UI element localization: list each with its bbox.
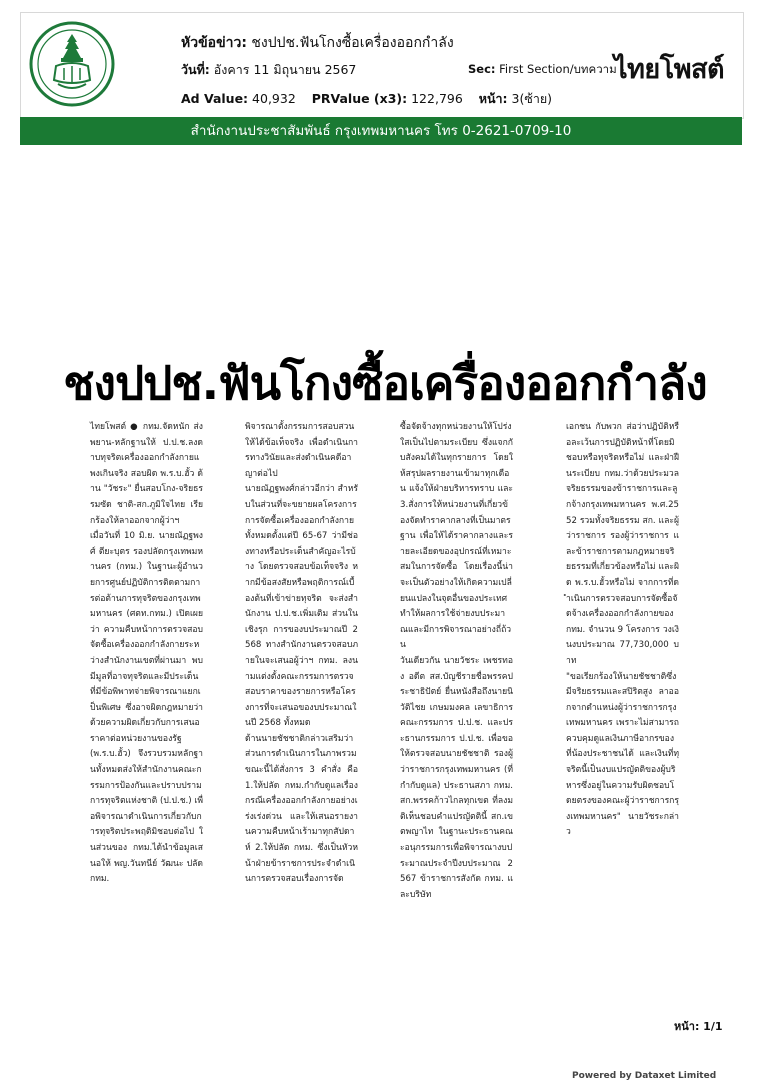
ad-value-label: Ad Value: bbox=[181, 91, 249, 106]
values-row bbox=[181, 89, 552, 109]
ad-value: 40,932 bbox=[252, 91, 296, 106]
pr-value-label: PRValue (x3): bbox=[311, 91, 408, 106]
article-column-1: ไทยโพสต์ ● กทม.จัดหนัก ส่งพยาน-หลักฐานให้ ป.ป.ช.ลงดาบทุจริตเครื่องออกกำลังกายแพงเกินจริง สอบผิด พ.ร.บ.ฮั้ว ด้าน "วัชระ" ยื่นสอบโกง-จริยธรรมซัด ชาติ-สก.ภูมิใจไทย เรียกร้องให้ลาออกจากผู้ว่าฯ เมื่อวันที่ 10 มิ.ย. นายณัฏฐพงศ์ ตียะบุตร รองปลัดกรุงเทพมหานคร (กทม.) ในฐานะผู้อำนวยการศูนย์ปฏิบัติการติดตามการต่อต้านการทุจริตของกรุงเทพมหานคร (ศตท.กทม.) เปิดเผยว่า ความคืบหน้าการตรวจสอบจัดซื้อเครื่องออกกำลังกายระหว่างสำนักงานเขตที่ผ่านมา พบมีมูลที่อาจทุจริตและมีประเด็นที่มีข้อพิพาทจ่ายพิจารณาแยกเป็นพิเศษ ซึ่งอาจผิดกฎหมายว่าด้วยความผิดเกี่ยวกับการเสนอราคาต่อหน่วยงานของรัฐ (พ.ร.บ.ฮั้ว) จึงรวบรวมหลักฐานทั้งหมดส่งให้สำนักงานคณะกรรมการป้องกันและปราบปรามการทุจริตแห่งชาติ (ป.ป.ช.) เพื่อพิจารณาดำเนินการเกี่ยวกับการทุจริตประพฤติมิชอบต่อไป ในส่วนของ กทม.ได้นำข้อมูลเสนอให้ พญ.วันทนีย์ วัฒนะ ปลัด กทม. bbox=[90, 422, 203, 885]
article-column-3: ซื้อจัดจ้างทุกหน่วยงานให้โปร่งใสเป็นไปตามระเบียบ ซึ่งแจกกับสังคมได้ในทุกรายการ โดยให้สรุปผลรายงานเข้ามาทุกเดือน แจ้งให้ฝ่ายบริหารทราบ และ 3.สั่งการให้หน่วยงานที่เกี่ยวข้องจัดทำราคากลางที่เป็นมาตรฐาน เพื่อให้ได้ราคากลางและรายละเอียดของอุปกรณ์ที่เหมาะสมในการจัดซื้อ โดยเรื่องนี้น่าจะเป็นตัวอย่างให้เกิดความเปลี่ยนแปลงในจุดอื่นของประเทศ ทำให้ผลการใช้จ่ายงบประมาณและมีการพิจารณาอย่างถี่ถ้วน วันเดียวกัน นายวัชระ เพชรทอง อดีต สส.บัญชีรายชื่อพรรคประชาธิปัตย์ ยื่นหนังสือถึงนายนิวัติไชย เกษมมงคล เลขาธิการคณะกรรมการ ป.ป.ช. และประธานกรรมการ ป.ป.ช. เพื่อขอให้ตรวจสอบนายชัชชาติ รองผู้ว่าราชการกรุงเทพมหานคร (ที่กำกับดูแล) ประธานสภา กทม. สก.พรรคก้าวไกลทุกเขต ที่ลงมติเห็นชอบคำแปรญัตตินี้ สก.เขตพญาไท ในฐานะประธานคณะอนุกรรมการเพื่อพิจารณางบประมาณประจำปีงบประมาณ 2567 ข้าราชการสังกัด กทม. และบริษัท bbox=[400, 422, 513, 900]
headline-text: ชงปปช.ฟันโกงซื้อเครื่องออกกำลัง bbox=[251, 35, 454, 51]
section-value: First Section/บทความ - ไ bbox=[499, 62, 634, 76]
section-row bbox=[468, 61, 634, 79]
powered-by: Powered by Dataxet Limited bbox=[572, 1071, 717, 1081]
page-value: 3(ซ้าย) bbox=[511, 91, 553, 106]
headline-label: หัวข้อข่าว: bbox=[181, 35, 247, 51]
publication-name: ไทยโพสต์ bbox=[614, 54, 725, 85]
page-count: หน้า: 1/1 bbox=[674, 1020, 723, 1033]
agency-contact-bar: สำนักงานประชาสัมพันธ์ กรุงเทพมหานคร โทร 0-2621-0709-10 bbox=[20, 117, 742, 145]
date-value: อังคาร 11 มิถุนายน 2567 bbox=[213, 62, 357, 77]
pr-value: 122,796 bbox=[411, 91, 463, 106]
headline-row bbox=[181, 32, 454, 54]
date-label: วันที่: bbox=[181, 62, 210, 77]
section-label: Sec: bbox=[468, 62, 496, 76]
bangkok-seal-logo bbox=[28, 20, 116, 108]
article-title: ชงปปช.ฟันโกงซื้อเครื่องออกกำลัง bbox=[63, 356, 707, 410]
page-label: หน้า: bbox=[478, 91, 508, 106]
date-row bbox=[181, 60, 356, 80]
article-column-2: พิจารณาตั้งกรรมการสอบสวนให้ได้ข้อเท็จจริง เพื่อดำเนินการทางวินัยและส่งดำเนินคดีอาญาต่อไป นายณัฏฐพงศ์กล่าวอีกว่า สำหรับในส่วนที่จะขยายผลโครงการการจัดซื้อเครื่องออกกำลังกายทั้งหมดตั้งแต่ปี 65-67 ว่ามีช่องทางหรือประเด็นสำคัญอะไรบ้าง โดยตรวจสอบข้อเท็จจริง หากมีข้อสงสัยหรือพฤติการณ์เบื้องต้นที่เข้าข่ายทุจริต จะส่งสำนักงาน ป.ป.ช.เพิ่มเติม ส่วนในเชิงรุก การของบประมาณปี 2568 ทางสำนักงานตรวจสอบภายในจะเสนอผู้ว่าฯ กทม. ลงนามแต่งตั้งคณะกรรมการตรวจสอบราคาของรายการหรือโครงการที่จะเสนอของบประมาณในปี 2568 ทั้งหมด ด้านนายชัชชาติกล่าวเสริมว่า ส่วนการดำเนินการในภาพรวม ขณะนี้ได้สั่งการ 3 คำสั่ง คือ 1.ให้ปลัด กทม.กำกับดูแลเรื่องกรณีเครื่องออกกำลังกายอย่างเร่งเร่งด่วน และให้เสนอรายงานความคืบหน้าเร้ามาทุกสัปดาห์ 2.ให้ปลัด กทม. ซึ่งเป็นหัวหน้าฝ่ายข้าราชการประจำดำเนินการตรวจสอบเรื่องการจัด bbox=[245, 422, 358, 885]
article-column-4: เอกชน กับพวก ส่อว่าปฏิบัติหรือละเว้นการปฏิบัติหน้าที่โดยมิชอบหรือทุจริตหรือไม่ และฝ่าฝืนระเบียบ กทม.ว่าด้วยประมวลจริยธรรมของข้าราชการและลูกจ้างกรุงเทพมหานคร พ.ศ.2552 รวมทั้งจริยธรรม สก. และผู้ว่าราชการ รองผู้ว่าราชการ และข้าราชการตามกฎหมายจริยธรรมที่เกี่ยวข้องหรือไม่ และผิด พ.ร.บ.ฮั้วหรือไม่ จากการที่ดำเนินการตรวจสอบการจัดซื้อจัดจ้างเครื่องออกกำลังกายของ กทม. จำนวน 9 โครงการ วงเงินงบประมาณ 77,730,000 บาท "ขอเรียกร้องให้นายชัชชาติซึ่งมีจริยธรรมและสปิริตสูง ลาออกจากตำแหน่งผู้ว่าราชการกรุงเทพมหานคร เพราะไม่สามารถควบคุมดูแลเงินภาษีอากรของที่น้องประชาชนได้ และเงินที่ทุจริตนี้เป็นงบแปรญัตติของผู้บริหารซึ่งอยู่ในความรับผิดชอบโดยตรงของคณะผู้ว่าราชการกรุงเทพมหานคร" นายวัชระกล่าว bbox=[566, 422, 680, 838]
